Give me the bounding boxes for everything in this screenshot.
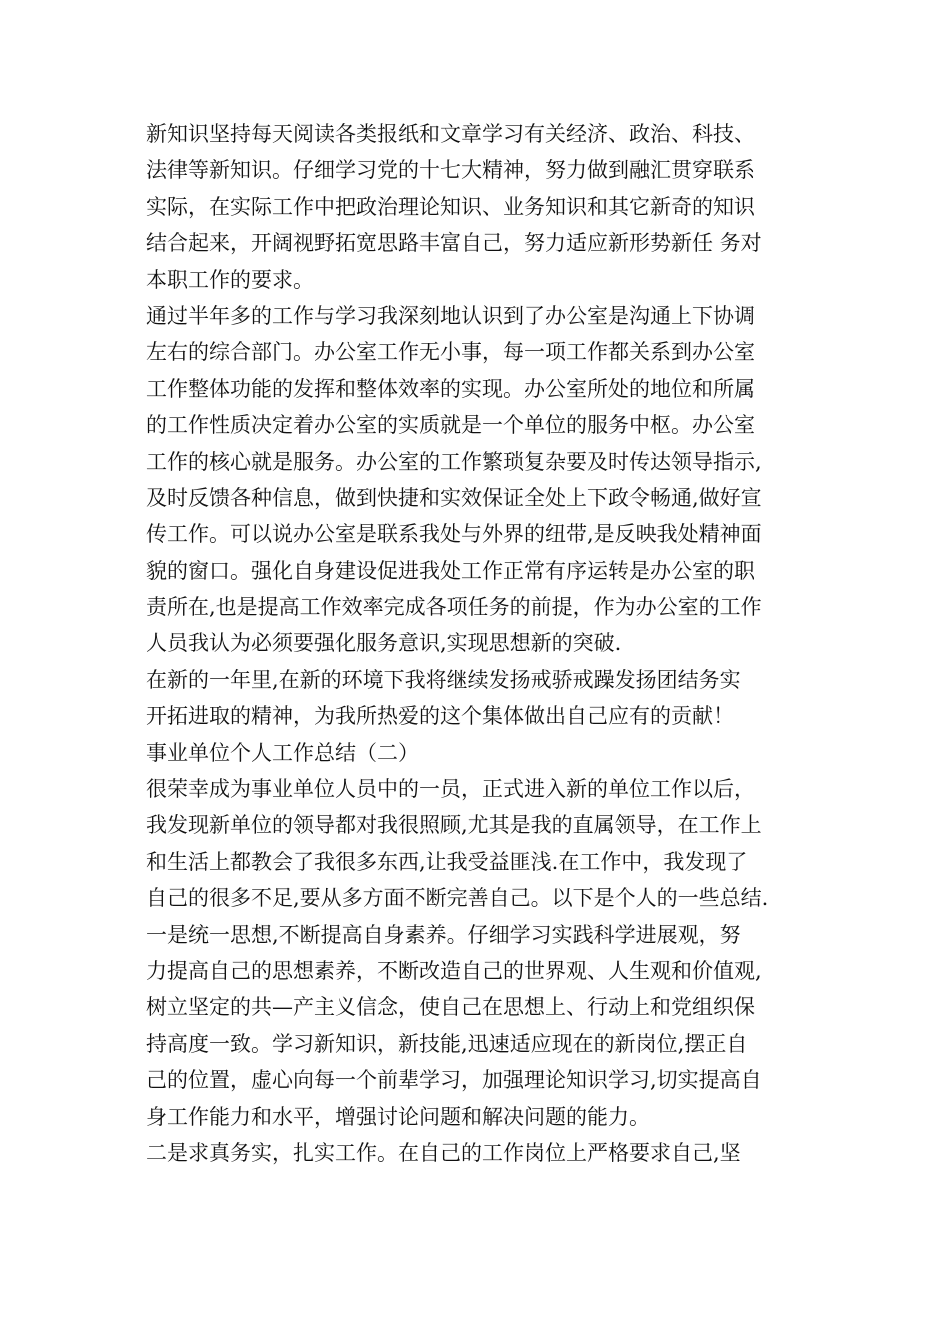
text-line: 我发现新单位的领导都对我很照顾,尤其是我的直属领导，在工作上 <box>146 813 762 838</box>
text-line: 己的位置，虚心向每一个前辈学习，加强理论知识学习,切实提高自 <box>146 1068 762 1093</box>
text-line: 力提高自己的思想素养，不断改造自己的世界观、人生观和价值观, <box>146 958 762 983</box>
text-line: 结合起来，开阔视野拓宽思路丰富自己，努力适应新形势新任 务对 <box>146 231 762 256</box>
text-line: 貌的窗口。强化自身建设促进我处工作正常有序运转是办公室的职 <box>146 558 755 583</box>
text-line: 本职工作的要求。 <box>146 267 314 292</box>
text-line: 身工作能力和水平，增强讨论问题和解决问题的能力。 <box>146 1104 650 1129</box>
text-line: 持高度一致。学习新知识，新技能,迅速适应现在的新岗位,摆正自 <box>146 1031 748 1056</box>
text-line: 通过半年多的工作与学习我深刻地认识到了办公室是沟通上下协调 <box>146 303 755 328</box>
text-line: 二是求真务实，扎实工作。在自己的工作岗位上严格要求自己,坚 <box>146 1140 741 1165</box>
text-line: 工作整体功能的发挥和整体效率的实现。办公室所处的地位和所属 <box>146 376 755 401</box>
section-heading: 事业单位个人工作总结（二） <box>146 740 419 765</box>
text-line: 传工作。可以说办公室是联系我处与外界的纽带,是反映我处精神面 <box>146 522 762 547</box>
text-line: 实际，在实际工作中把政治理论知识、业务知识和其它新奇的知识 <box>146 194 755 219</box>
text-line: 人员我认为必须要强化服务意识,实现思想新的突破. <box>146 631 622 656</box>
text-line: 及时反馈各种信息，做到快捷和实效保证全处上下政令畅通,做好宣 <box>146 485 762 510</box>
text-line: 一是统一思想,不断提高自身素养。仔细学习实践科学进展观，努 <box>146 922 741 947</box>
text-line: 开拓进取的精神，为我所热爱的这个集体做出自己应有的贡献！ <box>146 704 734 729</box>
text-line: 法律等新知识。仔细学习党的十七大精神，努力做到融汇贯穿联系 <box>146 158 755 183</box>
text-line: 树立坚定的共—产主义信念，使自己在思想上、行动上和党组织保 <box>146 995 755 1020</box>
text-line: 在新的一年里,在新的环境下我将继续发扬戒骄戒躁发扬团结务实 <box>146 667 741 692</box>
text-line: 责所在,也是提高工作效率完成各项任务的前提，作为办公室的工作 <box>146 595 762 620</box>
text-line: 和生活上都教会了我很多东西,让我受益匪浅.在工作中，我发现了 <box>146 849 748 874</box>
text-line: 工作的核心就是服务。办公室的工作繁琐复杂要及时传达领导指示, <box>146 449 762 474</box>
text-line: 的工作性质决定着办公室的实质就是一个单位的服务中枢。办公室 <box>146 413 755 438</box>
text-line: 新知识坚持每天阅读各类报纸和文章学习有关经济、政治、科技、 <box>146 122 755 146</box>
text-line: 很荣幸成为事业单位人员中的一员，正式进入新的单位工作以后， <box>146 777 755 802</box>
document-body <box>146 116 816 1171</box>
text-line: 左右的综合部门。办公室工作无小事，每一项工作都关系到办公室 <box>146 340 755 365</box>
text-line: 自己的很多不足,要从多方面不断完善自己。以下是个人的一些总结. <box>146 886 769 911</box>
